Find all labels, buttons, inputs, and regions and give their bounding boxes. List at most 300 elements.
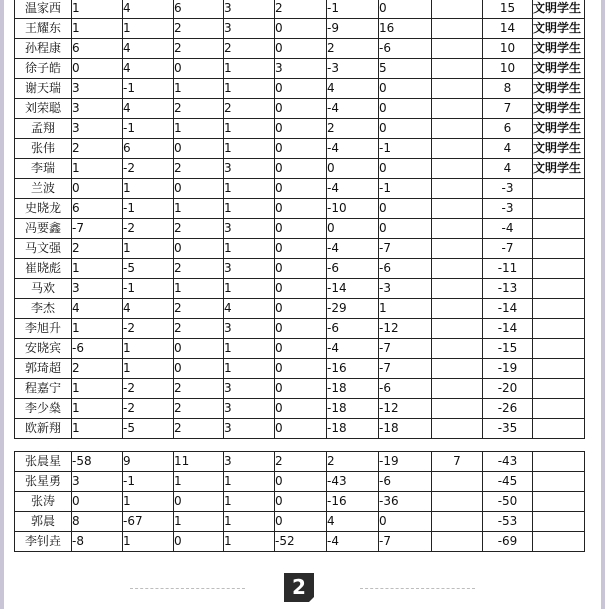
score-table-main-body [15, 0, 585, 439]
score-cell-5: 0 [275, 319, 327, 339]
score-cell-6: -18 [327, 419, 379, 439]
score-cell-5: 3 [275, 59, 327, 79]
score-cell-6: 4 [327, 512, 379, 532]
score-cell-5: 0 [275, 139, 327, 159]
score-cell-8 [432, 239, 483, 259]
score-cell-6: -6 [327, 259, 379, 279]
score-cell-7: -7 [379, 239, 432, 259]
award-cell [533, 512, 585, 532]
score-cell-6: -4 [327, 339, 379, 359]
table-row [15, 452, 585, 472]
score-cell-4: 3 [224, 0, 275, 19]
score-cell-1: 8 [72, 512, 123, 532]
table-row [15, 379, 585, 399]
score-cell-2: 1 [123, 532, 174, 552]
score-cell-6: 2 [327, 119, 379, 139]
score-cell-1: 6 [72, 39, 123, 59]
score-cell-7: -6 [379, 472, 432, 492]
table-row [15, 179, 585, 199]
score-cell-5: 0 [275, 259, 327, 279]
total-score-cell: -13 [483, 279, 533, 299]
score-cell-5: 0 [275, 399, 327, 419]
score-cell-2: 1 [123, 239, 174, 259]
score-cell-6: -4 [327, 532, 379, 552]
award-cell [533, 239, 585, 259]
score-cell-2: -2 [123, 319, 174, 339]
score-cell-6: 0 [327, 159, 379, 179]
score-cell-8 [432, 259, 483, 279]
table-row [15, 419, 585, 439]
score-cell-1: 0 [72, 59, 123, 79]
score-cell-4: 1 [224, 79, 275, 99]
score-cell-2: 1 [123, 339, 174, 359]
score-cell-8 [432, 399, 483, 419]
total-score-cell: -19 [483, 359, 533, 379]
score-cell-3: 0 [174, 339, 224, 359]
score-cell-7: 0 [379, 159, 432, 179]
total-score-cell: 15 [483, 0, 533, 19]
score-cell-4: 1 [224, 139, 275, 159]
score-cell-7: -12 [379, 399, 432, 419]
score-cell-1: 2 [72, 139, 123, 159]
score-cell-4: 1 [224, 359, 275, 379]
score-cell-6: -16 [327, 359, 379, 379]
score-cell-7: -36 [379, 492, 432, 512]
score-cell-2: -1 [123, 279, 174, 299]
table-row [15, 219, 585, 239]
score-cell-6: -14 [327, 279, 379, 299]
score-cell-1: -7 [72, 219, 123, 239]
total-score-cell: -50 [483, 492, 533, 512]
score-cell-3: 1 [174, 119, 224, 139]
score-cell-1: 3 [72, 279, 123, 299]
score-cell-3: 2 [174, 399, 224, 419]
total-score-cell: 4 [483, 159, 533, 179]
score-cell-7: 1 [379, 299, 432, 319]
score-cell-1: 3 [72, 119, 123, 139]
score-cell-3: 2 [174, 299, 224, 319]
score-cell-3: 6 [174, 0, 224, 19]
score-cell-4: 3 [224, 319, 275, 339]
score-cell-8 [432, 379, 483, 399]
score-cell-7: -6 [379, 379, 432, 399]
award-cell [533, 179, 585, 199]
total-score-cell: 4 [483, 139, 533, 159]
score-cell-2: -2 [123, 379, 174, 399]
score-cell-8 [432, 299, 483, 319]
student-name-cell: 谢天瑞 [15, 79, 72, 99]
total-score-cell: 10 [483, 59, 533, 79]
score-cell-3: 2 [174, 319, 224, 339]
score-table-bottom-body [15, 452, 585, 552]
student-name-cell: 马欢 [15, 279, 72, 299]
score-cell-6: -16 [327, 492, 379, 512]
score-cell-1: 3 [72, 79, 123, 99]
score-cell-5: 0 [275, 359, 327, 379]
table-row [15, 319, 585, 339]
score-cell-7: -12 [379, 319, 432, 339]
score-cell-6: -4 [327, 139, 379, 159]
score-cell-7: 0 [379, 79, 432, 99]
score-cell-5: 0 [275, 239, 327, 259]
score-cell-5: 0 [275, 512, 327, 532]
total-score-cell: -45 [483, 472, 533, 492]
score-cell-3: 2 [174, 99, 224, 119]
student-name-cell: 李旭升 [15, 319, 72, 339]
score-cell-5: 2 [275, 0, 327, 19]
table-row [15, 39, 585, 59]
score-cell-5: 0 [275, 419, 327, 439]
score-cell-2: 1 [123, 179, 174, 199]
score-cell-2: -2 [123, 399, 174, 419]
score-cell-8 [432, 279, 483, 299]
score-cell-3: 0 [174, 492, 224, 512]
score-cell-2: -1 [123, 199, 174, 219]
student-name-cell: 安晓宾 [15, 339, 72, 359]
score-cell-4: 3 [224, 399, 275, 419]
score-cell-5: 0 [275, 492, 327, 512]
score-cell-2: 1 [123, 492, 174, 512]
table-row [15, 359, 585, 379]
total-score-cell: -69 [483, 532, 533, 552]
score-cell-1: 0 [72, 179, 123, 199]
score-cell-8: 7 [432, 452, 483, 472]
total-score-cell: 10 [483, 39, 533, 59]
score-cell-8 [432, 339, 483, 359]
score-cell-8 [432, 359, 483, 379]
score-cell-5: 0 [275, 339, 327, 359]
total-score-cell: -20 [483, 379, 533, 399]
score-cell-8 [432, 159, 483, 179]
table-row [15, 299, 585, 319]
score-cell-4: 2 [224, 39, 275, 59]
score-cell-8 [432, 532, 483, 552]
score-cell-5: 0 [275, 179, 327, 199]
score-cell-4: 3 [224, 19, 275, 39]
score-cell-1: -58 [72, 452, 123, 472]
table-row [15, 492, 585, 512]
score-cell-6: -9 [327, 19, 379, 39]
award-cell [533, 492, 585, 512]
score-cell-8 [432, 139, 483, 159]
score-cell-4: 1 [224, 512, 275, 532]
score-cell-7: 0 [379, 199, 432, 219]
score-cell-7: -6 [379, 39, 432, 59]
score-cell-4: 1 [224, 532, 275, 552]
score-cell-2: 1 [123, 359, 174, 379]
student-name-cell: 兰波 [15, 179, 72, 199]
score-cell-1: 1 [72, 399, 123, 419]
score-cell-1: -6 [72, 339, 123, 359]
score-cell-6: -4 [327, 99, 379, 119]
score-cell-1: -8 [72, 532, 123, 552]
award-cell: 文明学生 [533, 99, 585, 119]
table-row [15, 532, 585, 552]
student-name-cell: 欧新翔 [15, 419, 72, 439]
table-row [15, 79, 585, 99]
score-cell-1: 4 [72, 299, 123, 319]
award-cell [533, 319, 585, 339]
score-cell-4: 3 [224, 219, 275, 239]
student-name-cell: 李杰 [15, 299, 72, 319]
score-cell-8 [432, 419, 483, 439]
score-cell-8 [432, 39, 483, 59]
score-cell-8 [432, 472, 483, 492]
score-cell-4: 1 [224, 492, 275, 512]
score-cell-4: 3 [224, 159, 275, 179]
score-cell-2: 4 [123, 99, 174, 119]
award-cell: 文明学生 [533, 19, 585, 39]
score-cell-4: 1 [224, 199, 275, 219]
total-score-cell: -14 [483, 299, 533, 319]
score-cell-6: -10 [327, 199, 379, 219]
score-cell-3: 1 [174, 512, 224, 532]
score-cell-7: -1 [379, 139, 432, 159]
score-cell-1: 0 [72, 492, 123, 512]
score-cell-3: 2 [174, 159, 224, 179]
score-cell-6: 2 [327, 39, 379, 59]
score-cell-6: -29 [327, 299, 379, 319]
total-score-cell: -43 [483, 452, 533, 472]
score-cell-3: 2 [174, 259, 224, 279]
student-name-cell: 温家西 [15, 0, 72, 19]
total-score-cell: 6 [483, 119, 533, 139]
score-cell-8 [432, 59, 483, 79]
score-cell-4: 1 [224, 239, 275, 259]
award-cell: 文明学生 [533, 0, 585, 19]
score-cell-6: -4 [327, 239, 379, 259]
score-cell-8 [432, 0, 483, 19]
score-cell-1: 1 [72, 259, 123, 279]
score-cell-7: -6 [379, 259, 432, 279]
score-cell-7: 0 [379, 512, 432, 532]
score-cell-2: 4 [123, 59, 174, 79]
score-cell-8 [432, 512, 483, 532]
score-cell-6: 2 [327, 452, 379, 472]
score-cell-1: 1 [72, 159, 123, 179]
score-cell-3: 2 [174, 19, 224, 39]
score-cell-4: 1 [224, 279, 275, 299]
score-cell-3: 0 [174, 532, 224, 552]
score-cell-8 [432, 199, 483, 219]
student-name-cell: 郭琦超 [15, 359, 72, 379]
score-cell-7: 0 [379, 219, 432, 239]
award-cell [533, 399, 585, 419]
score-cell-7: -1 [379, 179, 432, 199]
footer-divider-left [130, 588, 245, 589]
student-name-cell: 刘荣聪 [15, 99, 72, 119]
score-cell-1: 6 [72, 199, 123, 219]
student-name-cell: 崔晓彪 [15, 259, 72, 279]
total-score-cell: -53 [483, 512, 533, 532]
score-cell-4: 3 [224, 452, 275, 472]
score-cell-3: 2 [174, 379, 224, 399]
footer-divider-right [360, 588, 475, 589]
score-cell-3: 2 [174, 39, 224, 59]
award-cell: 文明学生 [533, 39, 585, 59]
score-cell-2: -5 [123, 419, 174, 439]
student-name-cell: 程嘉宁 [15, 379, 72, 399]
score-cell-1: 1 [72, 419, 123, 439]
total-score-cell: -26 [483, 399, 533, 419]
score-cell-8 [432, 99, 483, 119]
total-score-cell: -3 [483, 199, 533, 219]
award-cell [533, 419, 585, 439]
score-cell-5: 0 [275, 199, 327, 219]
student-name-cell: 冯要鑫 [15, 219, 72, 239]
table-row [15, 59, 585, 79]
total-score-cell: -4 [483, 219, 533, 239]
score-cell-7: 0 [379, 0, 432, 19]
score-cell-7: -7 [379, 339, 432, 359]
student-name-cell: 张伟 [15, 139, 72, 159]
score-cell-4: 1 [224, 59, 275, 79]
score-cell-7: 0 [379, 119, 432, 139]
table-row [15, 0, 585, 19]
score-cell-8 [432, 179, 483, 199]
table-row [15, 279, 585, 299]
score-cell-3: 2 [174, 419, 224, 439]
score-cell-7: -7 [379, 359, 432, 379]
score-cell-4: 1 [224, 472, 275, 492]
award-cell: 文明学生 [533, 59, 585, 79]
score-cell-6: -18 [327, 379, 379, 399]
score-cell-2: 4 [123, 0, 174, 19]
total-score-cell: -11 [483, 259, 533, 279]
total-score-cell: -3 [483, 179, 533, 199]
total-score-cell: -14 [483, 319, 533, 339]
total-score-cell: -15 [483, 339, 533, 359]
award-cell [533, 299, 585, 319]
table-row [15, 199, 585, 219]
table-row [15, 512, 585, 532]
score-cell-2: -2 [123, 219, 174, 239]
score-cell-4: 1 [224, 119, 275, 139]
score-cell-3: 11 [174, 452, 224, 472]
score-table-main [14, 0, 585, 439]
score-cell-1: 3 [72, 99, 123, 119]
score-cell-4: 1 [224, 339, 275, 359]
score-cell-4: 3 [224, 379, 275, 399]
score-cell-8 [432, 119, 483, 139]
total-score-cell: 8 [483, 79, 533, 99]
award-cell: 文明学生 [533, 119, 585, 139]
award-cell [533, 199, 585, 219]
score-cell-6: -6 [327, 319, 379, 339]
score-cell-6: -3 [327, 59, 379, 79]
student-name-cell: 王耀东 [15, 19, 72, 39]
score-cell-3: 0 [174, 179, 224, 199]
score-cell-6: 0 [327, 219, 379, 239]
score-cell-8 [432, 492, 483, 512]
score-cell-7: -7 [379, 532, 432, 552]
score-cell-5: 0 [275, 19, 327, 39]
score-cell-8 [432, 319, 483, 339]
score-cell-7: -3 [379, 279, 432, 299]
award-cell: 文明学生 [533, 139, 585, 159]
student-name-cell: 孙程康 [15, 39, 72, 59]
student-name-cell: 马文强 [15, 239, 72, 259]
score-cell-2: -67 [123, 512, 174, 532]
table-row [15, 472, 585, 492]
student-name-cell: 李瑞 [15, 159, 72, 179]
table-row [15, 119, 585, 139]
student-name-cell: 郭晨 [15, 512, 72, 532]
award-cell [533, 219, 585, 239]
award-cell [533, 379, 585, 399]
score-table-bottom [14, 451, 585, 552]
score-cell-4: 1 [224, 179, 275, 199]
student-name-cell: 张星勇 [15, 472, 72, 492]
score-cell-8 [432, 219, 483, 239]
score-cell-2: -2 [123, 159, 174, 179]
table-row [15, 139, 585, 159]
student-name-cell: 张涛 [15, 492, 72, 512]
score-cell-2: 1 [123, 19, 174, 39]
score-cell-5: 0 [275, 299, 327, 319]
score-cell-5: 0 [275, 379, 327, 399]
page-number-badge: 2 [284, 573, 314, 602]
score-cell-7: 0 [379, 99, 432, 119]
score-cell-8 [432, 19, 483, 39]
score-cell-7: -18 [379, 419, 432, 439]
score-cell-4: 3 [224, 259, 275, 279]
student-name-cell: 张晨星 [15, 452, 72, 472]
score-cell-3: 0 [174, 139, 224, 159]
score-cell-6: -1 [327, 0, 379, 19]
score-cell-7: -19 [379, 452, 432, 472]
score-cell-3: 2 [174, 219, 224, 239]
score-cell-3: 1 [174, 79, 224, 99]
table-row [15, 239, 585, 259]
score-cell-3: 1 [174, 279, 224, 299]
left-frame-border [0, 0, 4, 609]
table-row [15, 99, 585, 119]
score-cell-5: 0 [275, 99, 327, 119]
score-cell-7: 16 [379, 19, 432, 39]
table-row [15, 339, 585, 359]
table-row [15, 399, 585, 419]
award-cell [533, 532, 585, 552]
score-cell-3: 1 [174, 199, 224, 219]
score-cell-5: 0 [275, 159, 327, 179]
score-cell-1: 2 [72, 359, 123, 379]
award-cell [533, 339, 585, 359]
score-cell-1: 3 [72, 472, 123, 492]
score-cell-5: 0 [275, 279, 327, 299]
score-cell-6: -43 [327, 472, 379, 492]
award-cell [533, 472, 585, 492]
score-cell-5: 0 [275, 119, 327, 139]
score-cell-1: 1 [72, 19, 123, 39]
score-cell-4: 2 [224, 99, 275, 119]
student-name-cell: 徐子皓 [15, 59, 72, 79]
award-cell [533, 259, 585, 279]
score-cell-2: -5 [123, 259, 174, 279]
score-cell-5: 0 [275, 219, 327, 239]
score-cell-2: -1 [123, 79, 174, 99]
score-cell-2: 4 [123, 39, 174, 59]
score-cell-4: 4 [224, 299, 275, 319]
score-cell-2: -1 [123, 119, 174, 139]
score-cell-3: 0 [174, 239, 224, 259]
award-cell [533, 279, 585, 299]
award-cell [533, 359, 585, 379]
award-cell: 文明学生 [533, 79, 585, 99]
score-cell-6: -4 [327, 179, 379, 199]
score-cell-2: 4 [123, 299, 174, 319]
student-name-cell: 李钊垚 [15, 532, 72, 552]
